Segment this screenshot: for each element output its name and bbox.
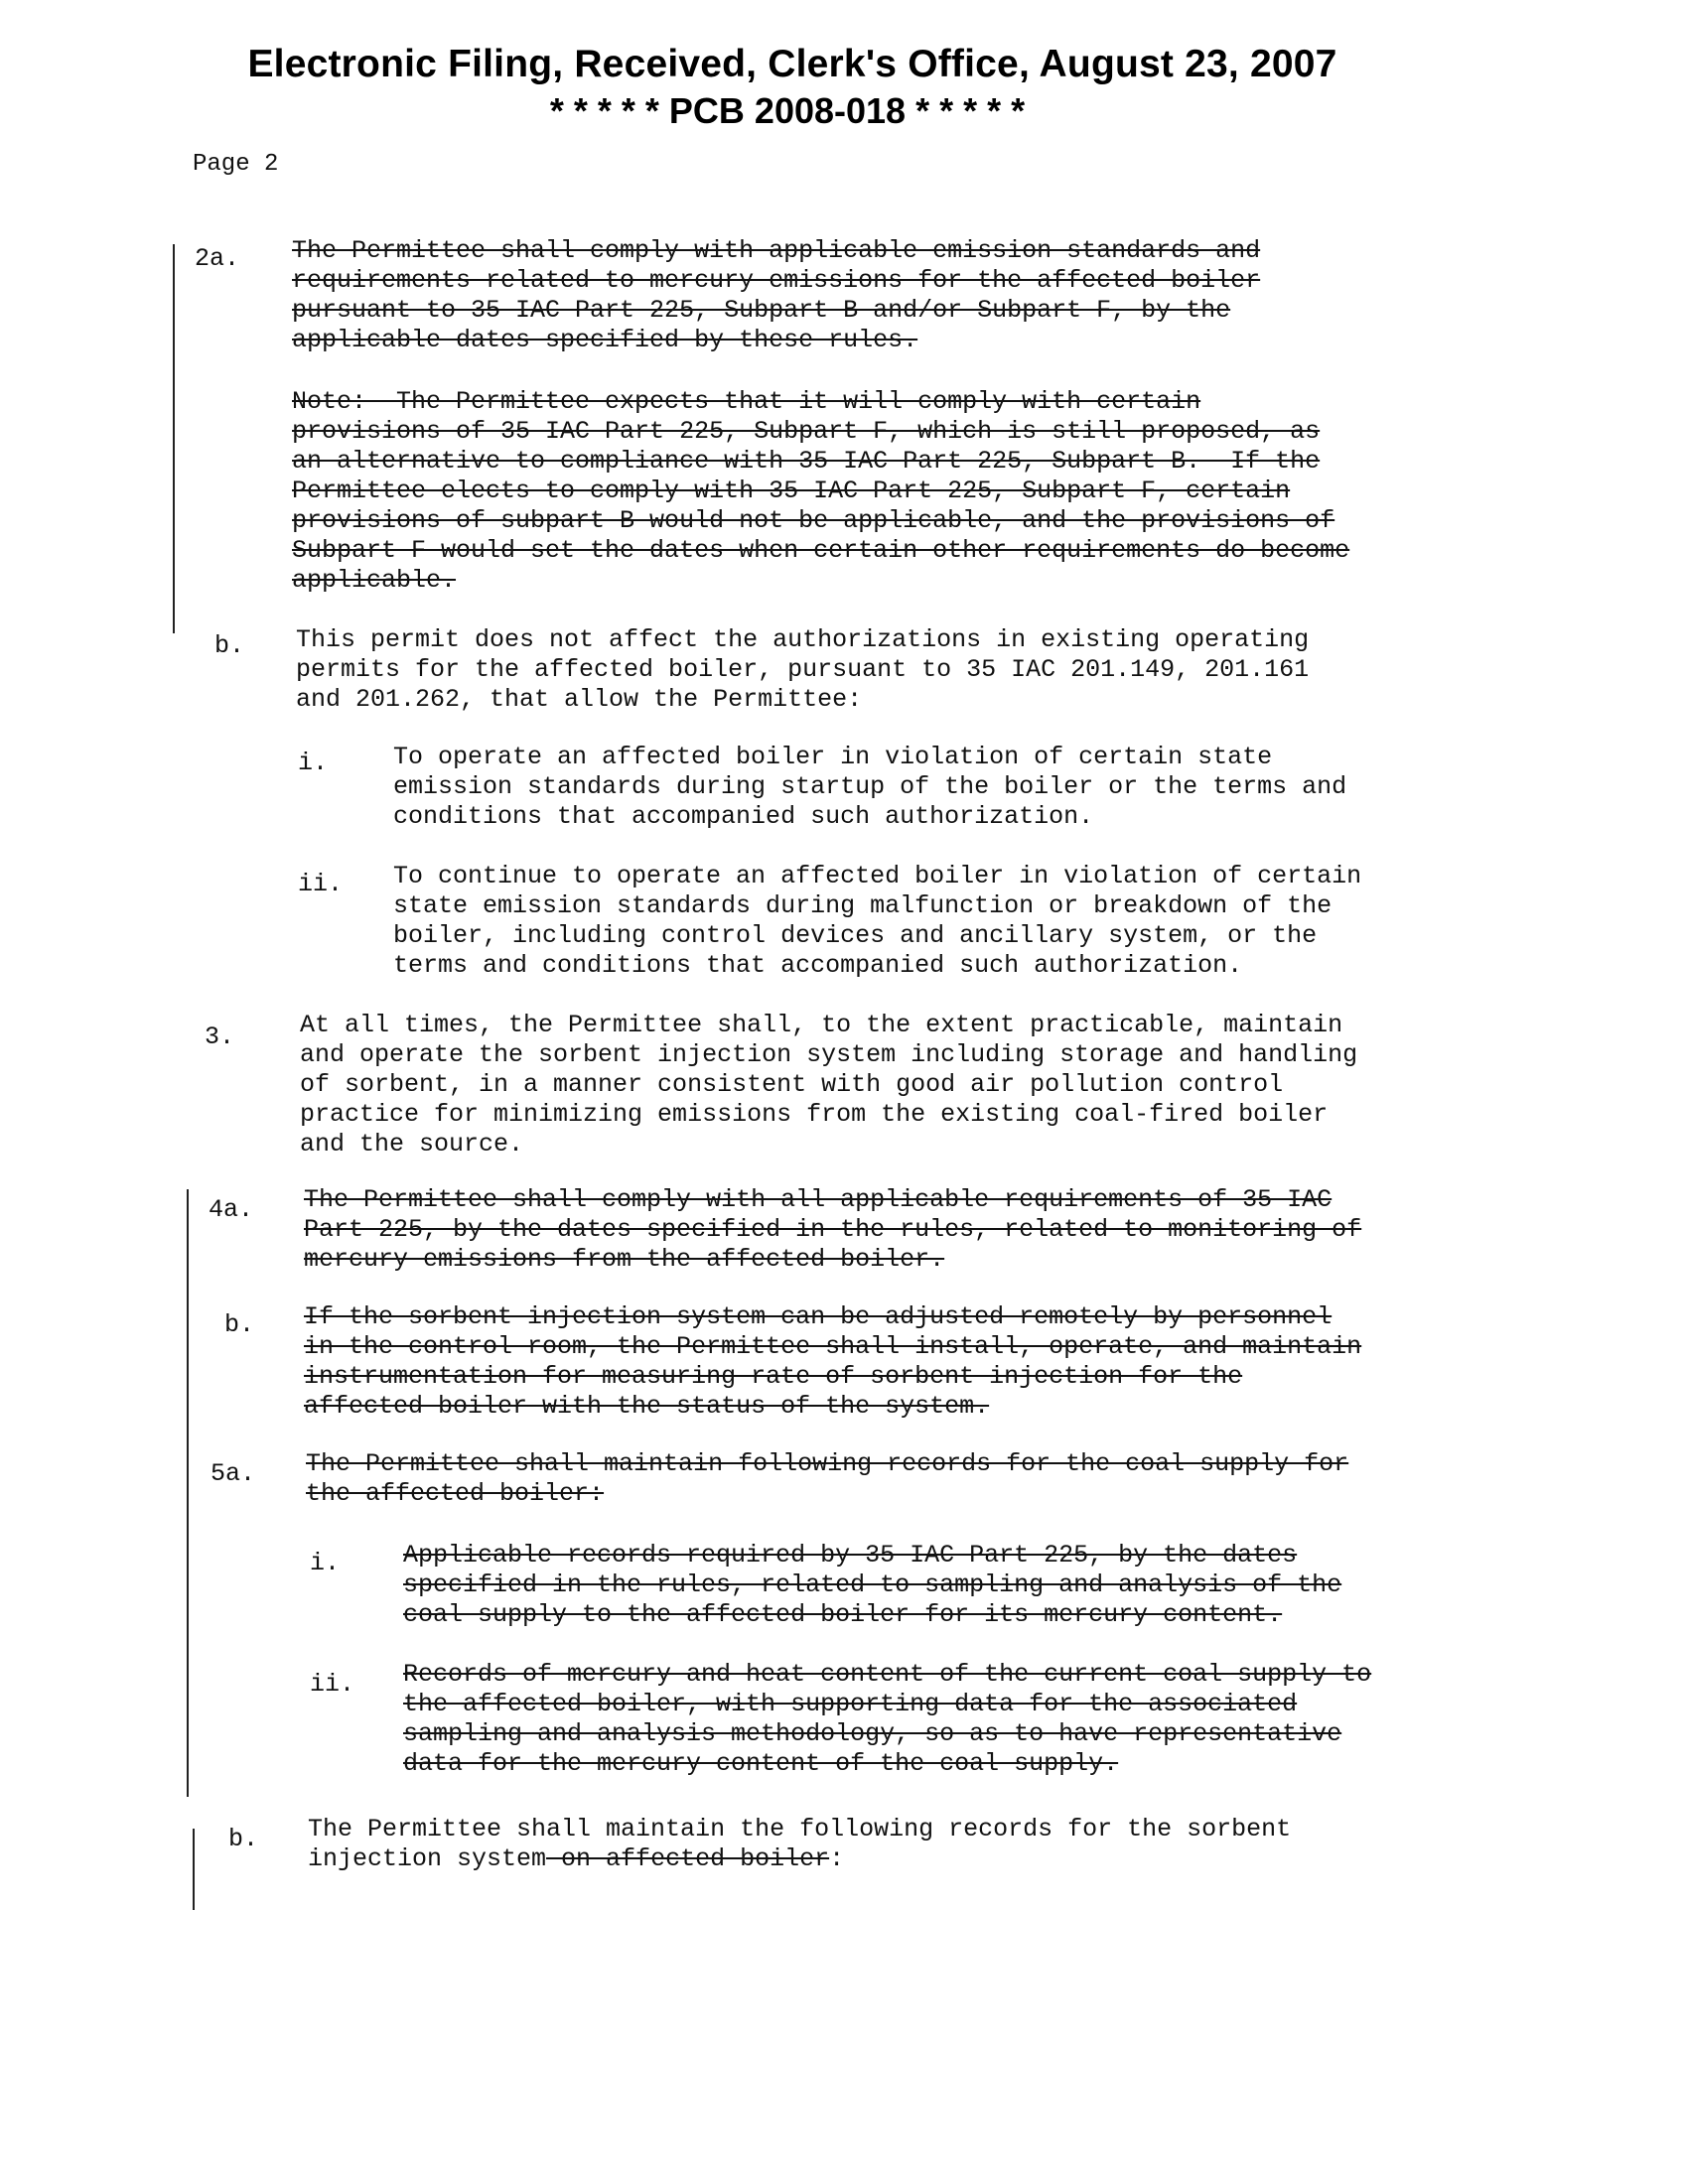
section-2b-ii-text	[393, 862, 1361, 981]
text-line: and 201.262, that allow the Permittee:	[296, 685, 863, 714]
text-line: and the source.	[300, 1130, 524, 1159]
filing-stamp-header	[0, 40, 1684, 133]
text-line: The Permittee shall maintain the following records for the sorbent	[308, 1815, 1292, 1843]
section-3-text	[300, 1011, 1357, 1160]
section-2b-ii-label: ii.	[298, 870, 344, 898]
text-line: specified in the rules, related to sampling and analysis of the	[403, 1570, 1342, 1599]
text-line: boiler, including control devices and ancillary system, or the	[393, 921, 1318, 950]
section-2a-text	[292, 236, 1260, 355]
text-line: provisions of 35 IAC Part 225, Subpart F, which is still proposed, as	[292, 417, 1321, 446]
text-line: Applicable records required by 35 IAC Part 225, by the dates	[403, 1541, 1298, 1570]
revision-bar	[173, 244, 175, 633]
text-line: pursuant to 35 IAC Part 225, Subpart B and/or Subpart F, by the	[292, 296, 1231, 325]
text-line: emission standards during startup of the boiler or the terms and	[393, 772, 1347, 801]
text-line: sampling and analysis methodology, so as to have representative	[403, 1719, 1342, 1748]
text-line: provisions of subpart B would not be applicable, and the provisions of	[292, 506, 1335, 535]
section-2b-i-text	[393, 743, 1346, 832]
text-line: data for the mercury content of the coal supply.	[403, 1749, 1119, 1778]
section-5a-ii-text	[403, 1660, 1371, 1779]
section-2b-text	[296, 625, 1309, 715]
page-number: Page 2	[193, 151, 279, 178]
text-line: At all times, the Permittee shall, to the extent practicable, maintain	[300, 1011, 1343, 1039]
section-3-label: 3.	[205, 1023, 235, 1051]
text-line: practice for minimizing emissions from the existing coal-fired boiler	[300, 1100, 1329, 1129]
section-2b-label: b.	[214, 631, 245, 660]
text-line: If the sorbent injection system can be adjusted remotely by personnel	[304, 1302, 1333, 1331]
section-5b-label: b.	[228, 1825, 259, 1853]
text-line: Permittee elects to comply with 35 IAC Part 225, Subpart F, certain	[292, 477, 1291, 505]
revision-bar	[187, 1189, 189, 1797]
filing-stamp-line2: * * * * * PCB 2008-018 * * * * *	[549, 90, 1026, 131]
text-line: The Permittee shall comply with applicable emission standards and	[292, 236, 1261, 265]
trailing-colon: :	[829, 1844, 845, 1873]
text-line: and operate the sorbent injection system including storage and handling	[300, 1040, 1358, 1069]
text-line: in the control room, the Permittee shall install, operate, and maintain	[304, 1332, 1362, 1361]
text-line: coal supply to the affected boiler for its mercury content.	[403, 1600, 1283, 1629]
section-2b-i-label: i.	[298, 749, 329, 777]
section-2a-note	[292, 387, 1349, 596]
section-4b-text	[304, 1302, 1361, 1422]
text-line: The Permittee shall maintain following records for the coal supply for	[306, 1449, 1349, 1478]
revision-bar	[193, 1829, 195, 1910]
text-line: requirements related to mercury emissions for the affected boiler	[292, 266, 1261, 295]
section-4a-text	[304, 1185, 1361, 1275]
text-line: of sorbent, in a manner consistent with good air pollution control	[300, 1070, 1284, 1099]
section-4a-label: 4a.	[209, 1195, 254, 1224]
text-line: Records of mercury and heat content of the current coal supply to	[403, 1660, 1372, 1689]
filing-stamp-line1: Electronic Filing, Received, Clerk's Office, August 23, 2007	[247, 43, 1337, 85]
text-line: conditions that accompanied such authorization.	[393, 802, 1094, 831]
section-5a-i-text	[403, 1541, 1341, 1630]
text-line	[308, 1844, 1291, 1874]
text-line: mercury emissions from the affected boiler.	[304, 1245, 945, 1274]
section-5a-label: 5a.	[210, 1459, 256, 1488]
text-line: an alternative to compliance with 35 IAC Part 225, Subpart B. If the	[292, 447, 1321, 476]
kept-text: injection system	[308, 1844, 547, 1873]
section-2a-label: 2a.	[195, 244, 240, 273]
text-line: the affected boiler, with supporting data for the associated	[403, 1690, 1298, 1718]
section-5a-ii-label: ii.	[310, 1670, 355, 1699]
text-line: instrumentation for measuring rate of sorbent injection for the	[304, 1362, 1243, 1391]
text-line: state emission standards during malfunction or breakdown of the	[393, 891, 1333, 920]
text-line: To continue to operate an affected boiler in violation of certain	[393, 862, 1362, 890]
text-line: terms and conditions that accompanied such authorization.	[393, 951, 1243, 980]
section-5b-text	[308, 1815, 1291, 1874]
text-line: applicable.	[292, 566, 457, 595]
text-line: permits for the affected boiler, pursuant to 35 IAC 201.149, 201.161	[296, 655, 1310, 684]
text-line: the affected boiler:	[306, 1479, 605, 1508]
section-5a-i-label: i.	[310, 1549, 341, 1577]
section-5a-text	[306, 1449, 1348, 1509]
text-line: Note: The Permittee expects that it will comply with certain	[292, 387, 1201, 416]
section-4b-label: b.	[224, 1310, 255, 1339]
struck-text: on affected boiler	[546, 1844, 830, 1873]
text-line: Part 225, by the dates specified in the rules, related to monitoring of	[304, 1215, 1362, 1244]
text-line: This permit does not affect the authorizations in existing operating	[296, 625, 1310, 654]
text-line: applicable dates specified by these rules.	[292, 326, 918, 354]
text-line: To operate an affected boiler in violation of certain state	[393, 743, 1273, 771]
text-line: Subpart F would set the dates when certain other requirements do become	[292, 536, 1350, 565]
text-line: affected boiler with the status of the system.	[304, 1392, 990, 1421]
text-line: The Permittee shall comply with all applicable requirements of 35 IAC	[304, 1185, 1333, 1214]
